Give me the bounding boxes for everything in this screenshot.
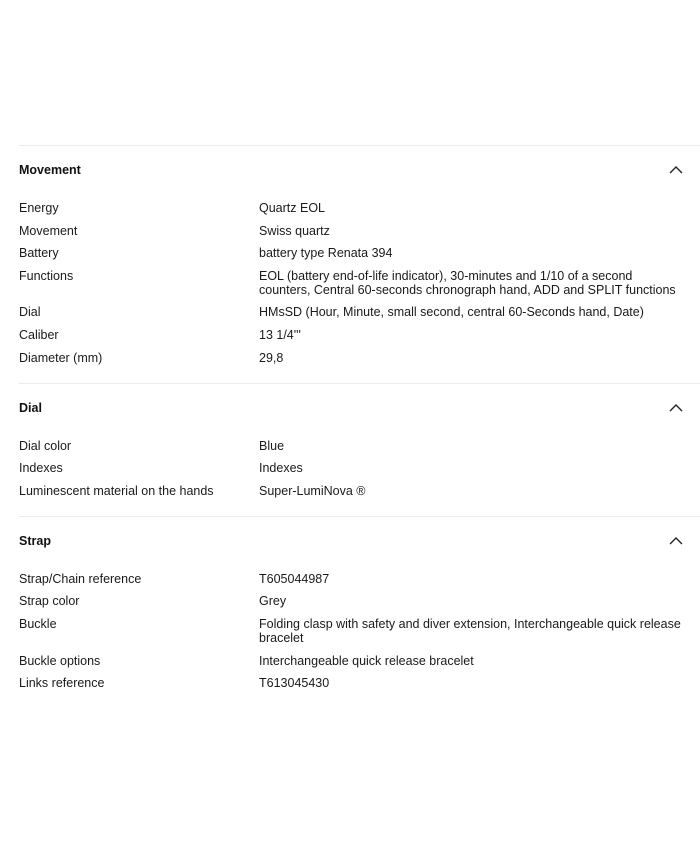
spec-row (19, 351, 700, 365)
spec-value: 13 1/4''' (259, 327, 301, 342)
spec-row (19, 328, 700, 342)
spec-row (19, 484, 700, 498)
spec-row (19, 224, 700, 238)
spec-value: Blue (259, 438, 285, 453)
spec-row (19, 461, 700, 475)
spec-value: Interchangeable quick release bracelet (259, 653, 474, 668)
spec-value: battery type Renata 394 (259, 246, 393, 261)
chevron-up-icon[interactable] (667, 532, 685, 550)
spec-label: Indexes (19, 461, 63, 476)
spec-row (19, 617, 700, 645)
section-movement-header[interactable] (19, 146, 700, 193)
spec-value: Grey (259, 594, 287, 609)
spec-label: Luminescent material on the hands (19, 483, 214, 498)
section-title: Dial (19, 400, 42, 415)
chevron-up-icon[interactable] (667, 161, 685, 179)
section-dial-header[interactable] (19, 384, 700, 431)
section-dial (19, 383, 700, 516)
spec-label: Caliber (19, 327, 59, 342)
spec-row (19, 201, 700, 215)
spec-row (19, 439, 700, 453)
spec-value: Indexes (259, 461, 303, 476)
section-movement (19, 145, 700, 383)
spec-row (19, 594, 700, 608)
spec-row (19, 246, 700, 260)
spec-value: Super-LumiNova ® (259, 483, 366, 498)
spec-value: T605044987 (259, 571, 330, 586)
spec-label: Strap color (19, 594, 80, 609)
spec-label: Battery (19, 246, 59, 261)
spec-label: Functions (19, 268, 74, 283)
spec-row (19, 654, 700, 668)
section-movement-rows (19, 193, 700, 383)
spec-row (19, 305, 700, 319)
spec-label: Dial color (19, 438, 72, 453)
spec-label: Buckle options (19, 653, 101, 668)
spec-label: Strap/Chain reference (19, 571, 142, 586)
chevron-up-icon[interactable] (667, 399, 685, 417)
spec-label: Movement (19, 223, 78, 238)
spec-label: Links reference (19, 676, 105, 691)
section-strap (19, 516, 700, 708)
section-title: Strap (19, 533, 51, 548)
spec-label: Dial (19, 305, 41, 320)
spec-value: EOL (battery end-of-life indicator), 30-minutes and 1/10 of a second counters, Central 60-seconds chronograph hand, ADD and SPLIT functions (259, 268, 676, 297)
spec-row (19, 269, 700, 297)
spec-value: Swiss quartz (259, 223, 330, 238)
spec-value: Folding clasp with safety and diver extension, Interchangeable quick release bracelet (259, 616, 681, 645)
section-strap-rows (19, 564, 700, 708)
section-strap-header[interactable] (19, 517, 700, 564)
section-title: Movement (19, 163, 81, 177)
spec-row (19, 676, 700, 690)
spec-value: T613045430 (259, 676, 330, 691)
section-dial-rows (19, 431, 700, 516)
spec-value: HMsSD (Hour, Minute, small second, central 60-Seconds hand, Date) (259, 305, 644, 320)
spec-label: Diameter (mm) (19, 350, 103, 365)
spec-value: 29,8 (259, 350, 284, 365)
spec-value: Quartz EOL (259, 201, 325, 215)
spec-label: Buckle (19, 616, 57, 631)
spec-label: Energy (19, 201, 59, 215)
spec-row (19, 572, 700, 586)
specifications-panel (19, 145, 700, 708)
